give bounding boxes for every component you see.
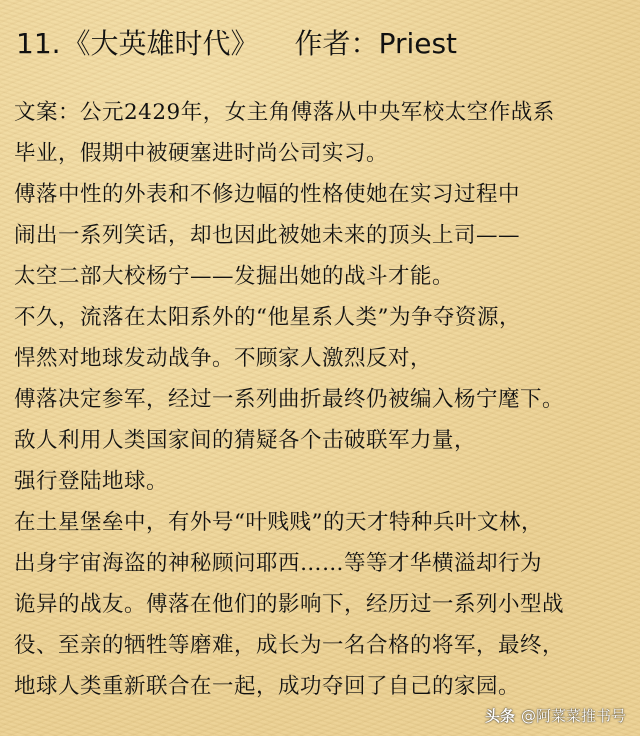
book-title (16, 24, 457, 64)
watermark-brand: 头条 (484, 707, 515, 725)
synopsis-line: 诡异的战友。傅落在他们的影响下，经历过一系列小型战 (14, 592, 565, 617)
synopsis-line: 役、至亲的牺牲等磨难，成长为一名合格的将军，最终， (14, 633, 565, 658)
synopsis-line: 文案：公元2429年，女主角傅落从中央军校太空作战系 (14, 100, 555, 125)
synopsis-line: 毕业，假期中被硬塞进时尚公司实习。 (14, 141, 389, 166)
synopsis-line: 傅落决定参军，经过一系列曲折最终仍被编入杨宁麾下。 (14, 387, 565, 412)
synopsis-text (14, 92, 634, 707)
synopsis-line: 在土星堡垒中，有外号“叶贱贱”的天才特种兵叶文林， (14, 510, 543, 535)
synopsis-line: 傅落中性的外表和不修边幅的性格使她在实习过程中 (14, 182, 521, 207)
title-book-name: 《大英雄时代》 (62, 27, 259, 60)
synopsis-line: 地球人类重新联合在一起，成功夺回了自己的家园。 (14, 674, 521, 699)
synopsis-line: 出身宇宙海盗的神秘顾问耶西……等等才华横溢却行为 (14, 551, 543, 576)
synopsis-line: 不久，流落在太阳系外的“他星系人类”为争夺资源， (14, 305, 521, 330)
synopsis-line: 闹出一系列笑话，却也因此被她未来的顶头上司—— (14, 223, 521, 248)
synopsis-line: 悍然对地球发动战争。不顾家人激烈反对， (14, 346, 433, 371)
title-author-name: Priest (378, 27, 458, 60)
watermark (485, 705, 626, 726)
synopsis-line: 敌人利用人类国家间的猜疑各个击破联军力量， (14, 428, 477, 453)
synopsis-line: 太空二部大校杨宁——发掘出她的战斗才能。 (14, 264, 455, 289)
synopsis-line: 强行登陆地球。 (14, 469, 169, 494)
watermark-handle: @阿菜菜推书号 (520, 707, 626, 725)
title-author-label: 作者： (294, 27, 379, 60)
title-number: 11. (16, 27, 61, 60)
